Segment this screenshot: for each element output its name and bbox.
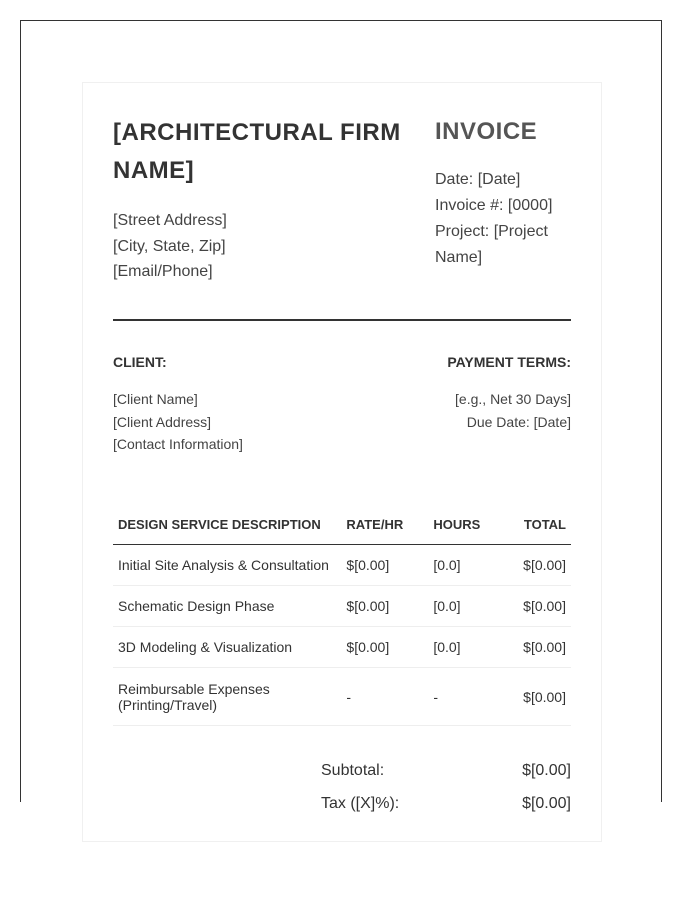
row-description <box>113 668 341 726</box>
row-total: $[0.00] <box>518 586 571 627</box>
row-description: 3D Modeling & Visualization <box>113 627 341 668</box>
client-label: CLIENT: <box>113 354 167 370</box>
row-hours: - <box>428 668 518 726</box>
invoice-title: INVOICE <box>435 118 538 145</box>
firm-contact: [Email/Phone] <box>113 263 213 280</box>
tax-label: Tax ([X]%): <box>321 795 400 812</box>
subtotal-label: Subtotal: <box>321 762 385 779</box>
row-rate: $[0.00] <box>341 545 428 586</box>
payment-terms-block <box>455 388 571 433</box>
payment-terms-label: PAYMENT TERMS: <box>447 354 571 370</box>
table-row <box>113 545 571 586</box>
invoice-meta-block <box>435 167 552 271</box>
firm-name-line-2: NAME] <box>113 157 195 184</box>
due-date: Due Date: [Date] <box>466 413 571 430</box>
row-hours: [0.0] <box>428 545 518 586</box>
row-description-line-2: (Printing/Travel) <box>118 697 218 713</box>
row-description: Initial Site Analysis & Consultation <box>113 545 341 586</box>
table-row <box>113 586 571 627</box>
table-row <box>113 668 571 726</box>
invoice-project-line-2: Name] <box>435 249 483 266</box>
firm-address-block <box>113 208 227 285</box>
firm-name <box>113 114 423 190</box>
firm-street: [Street Address] <box>113 212 227 229</box>
row-total: $[0.00] <box>518 668 571 726</box>
row-description-line-1: Reimbursable Expenses <box>118 681 270 697</box>
client-contact: [Contact Information] <box>113 436 243 452</box>
row-total: $[0.00] <box>518 627 571 668</box>
row-rate: $[0.00] <box>341 586 428 627</box>
row-hours: [0.0] <box>428 586 518 627</box>
payment-terms-value: [e.g., Net 30 Days] <box>455 391 571 407</box>
row-hours: [0.0] <box>428 627 518 668</box>
table-header-row <box>113 505 571 545</box>
invoice-date: Date: [Date] <box>435 171 521 188</box>
header-rate: RATE/HR <box>341 505 428 545</box>
row-total: $[0.00] <box>518 545 571 586</box>
services-table <box>113 505 571 726</box>
client-name: [Client Name] <box>113 391 198 407</box>
invoice-page <box>82 82 602 842</box>
row-rate: - <box>341 668 428 726</box>
tax-value: $[0.00] <box>522 795 571 812</box>
header-hours: HOURS <box>428 505 518 545</box>
row-description: Schematic Design Phase <box>113 586 341 627</box>
firm-city: [City, State, Zip] <box>113 237 226 255</box>
header-divider <box>113 319 571 321</box>
subtotal-value: $[0.00] <box>522 762 571 779</box>
firm-name-line-1: [ARCHITECTURAL FIRM <box>113 119 401 146</box>
table-row <box>113 627 571 668</box>
header-description: DESIGN SERVICE DESCRIPTION <box>113 505 341 545</box>
header-total: TOTAL <box>518 505 571 545</box>
client-info-block <box>113 388 243 456</box>
invoice-project-line-1: Project: [Project <box>435 223 548 240</box>
invoice-number: Invoice #: [0000] <box>435 197 553 214</box>
row-rate: $[0.00] <box>341 627 428 668</box>
document-viewport[interactable] <box>20 20 662 812</box>
client-address: [Client Address] <box>113 413 212 430</box>
